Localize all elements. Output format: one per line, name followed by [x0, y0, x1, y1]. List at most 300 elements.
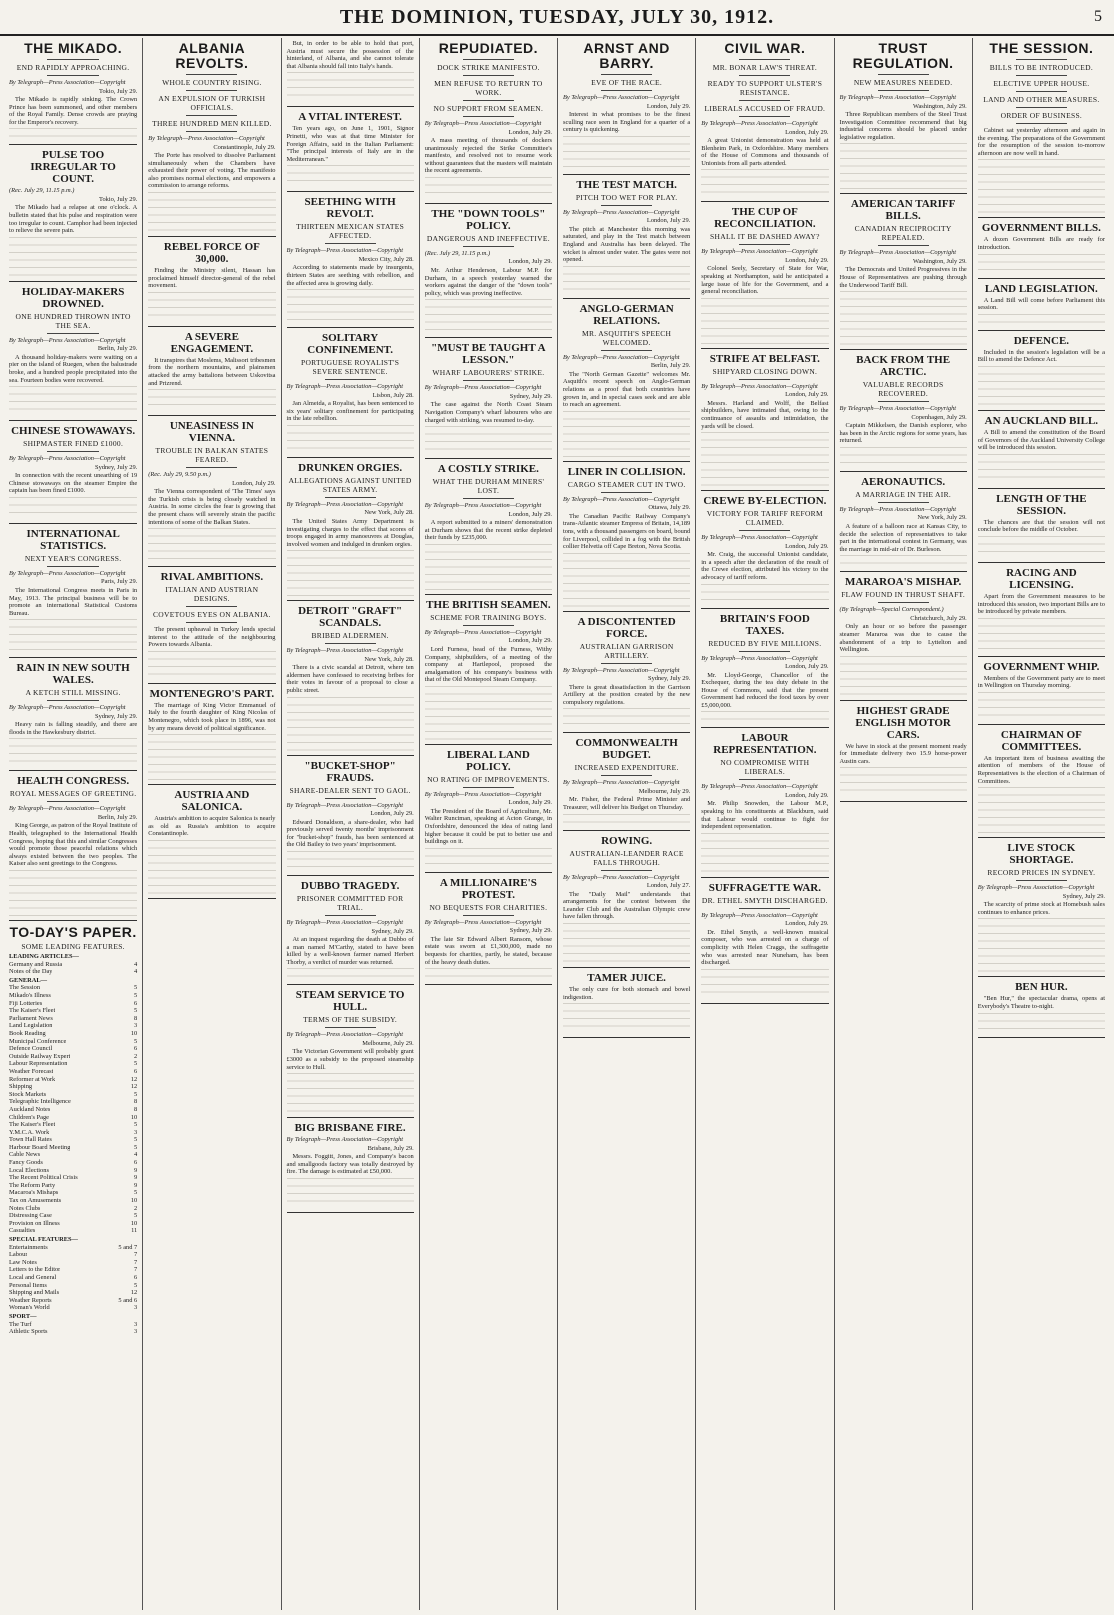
article-subheading: LIBERALS ACCUSED OF FRAUD.: [704, 104, 826, 113]
article-byline: By Telegraph—Press Association—Copyright: [9, 79, 126, 86]
contents-item-label: Cable News: [9, 1151, 41, 1159]
contents-item-page: 3: [134, 1022, 138, 1030]
article-divider: [563, 732, 690, 733]
article-dateline: Washington, July 29.: [912, 257, 967, 265]
article-text-continuation: [425, 299, 552, 333]
contents-item: [9, 992, 137, 1000]
article: [148, 241, 275, 327]
contents-item-page: 12: [130, 1289, 138, 1297]
article-divider: [287, 106, 414, 107]
article-divider: [701, 348, 828, 349]
article-headline: LIBERAL LAND POLICY.: [446, 748, 530, 773]
subheading-rule: [325, 497, 376, 498]
article-headline: LINER IN COLLISION.: [567, 465, 686, 478]
article-dateline: London, July 29.: [508, 510, 552, 518]
article-headline: THE CUP OF RECONCILIATION.: [714, 206, 816, 231]
subheading-rule: [463, 380, 514, 381]
article-divider: [425, 458, 552, 459]
article-dateline: London, July 29.: [508, 799, 552, 807]
contents-item-page: 3: [134, 1328, 138, 1336]
article-dateline: Brisbane, July 29.: [367, 1144, 414, 1152]
article-body: King George, as patron of the Royal Institute of Health, telegraphed to the International Health Congress, hoping that this and similar Congresses would promote those peaceful relations which always existed between the two peoples. The Kaiser also sent greetings to the Congress.: [9, 822, 138, 868]
article-headline: TAMER JUICE.: [587, 972, 666, 985]
contents-item-page: 10: [130, 1219, 138, 1227]
article-dateline: Tokio, July 29.: [98, 87, 138, 95]
article: [425, 877, 552, 985]
article-body: Interest in what promises to be the finest sculling race seen in England for a quarter of a century is quickening.: [563, 111, 691, 134]
article-subheading: AUSTRALIAN GARRISON ARTILLERY.: [579, 641, 674, 660]
article-byline: By Telegraph—Press Association—Copyright: [701, 120, 818, 127]
article-subheading: MR. ASQUITH'S SPEECH WELCOMED.: [582, 328, 672, 347]
article: [148, 688, 275, 785]
article-dateline: New York, July 28.: [364, 655, 414, 663]
contents-item: [9, 1083, 137, 1091]
contents-item-label: Macaroa's Mishaps: [9, 1189, 59, 1197]
article-body: Captain Mikkelsen, the Danish explorer, who has been in the Arctic regions for some years, has returned.: [839, 422, 967, 445]
subheading-rule: [186, 131, 237, 132]
article-text-continuation: [148, 734, 275, 780]
article-headline: THE "DOWN TOOLS" POLICY.: [431, 207, 546, 232]
article-subheading: VALUABLE RECORDS RECOVERED.: [862, 380, 944, 399]
contents-item: [9, 1251, 137, 1259]
article-divider: [287, 875, 414, 876]
contents-item: [9, 1121, 137, 1129]
article: [563, 303, 690, 462]
contents-item-page: 4: [134, 960, 138, 968]
article-headline: A COSTLY STRIKE.: [437, 463, 539, 476]
article-byline: By Telegraph—Press Association—Copyright: [9, 805, 126, 813]
contents-group-title: SPECIAL FEATURES—: [9, 1236, 78, 1243]
article-byline: By Telegraph—Press Association—Copyright: [9, 704, 126, 712]
contents-item-page: 5: [134, 1136, 138, 1144]
contents-item: [9, 968, 137, 976]
contents-item: [9, 1321, 137, 1329]
contents-item-page: 7: [134, 1251, 138, 1259]
article: [840, 576, 967, 700]
article-body: Messrs. Foggitt, Jones, and Company's bacon and smallgoods factory was totally destroyed by fire. The damage is estimated at £50,000.: [286, 1153, 414, 1176]
article-headline: A VITAL INTEREST.: [298, 111, 402, 124]
article-byline: By Telegraph—Press Association—Copyright: [701, 248, 818, 256]
article-headline: THE MIKADO.: [24, 40, 123, 56]
article-headline: CIVIL WAR.: [724, 40, 806, 56]
article-byline: By Telegraph—Press Association—Copyright: [701, 654, 818, 662]
article-subheading: MEN REFUSE TO RETURN TO WORK.: [434, 79, 543, 97]
contents-item: [9, 1136, 137, 1144]
column-3: [281, 38, 419, 1610]
article-headline: DUBBO TRAGEDY.: [300, 880, 400, 893]
contents-item-page: 9: [134, 1174, 138, 1182]
contents-item-label: Defence Council: [9, 1045, 53, 1053]
article-divider: [425, 744, 552, 745]
contents-item: [9, 961, 137, 969]
article-text-continuation: [425, 686, 552, 740]
article-subheading: WHARF LABOURERS' STRIKE.: [432, 368, 545, 378]
contents-item: [9, 1197, 137, 1205]
article-byline: By Telegraph—Press Association—Copyright: [424, 628, 542, 636]
article: [701, 353, 828, 491]
contents-item: [9, 1000, 137, 1008]
article-text-continuation: [978, 314, 1105, 326]
article-body: The chances are that the session will not conclude before the middle of October.: [977, 518, 1105, 534]
article-text-continuation: [148, 528, 275, 562]
contents-item-label: Provision on Illness: [9, 1219, 60, 1227]
article-divider: [148, 415, 275, 416]
article-text-continuation: [978, 618, 1105, 652]
article-dateline: Paris, July 29.: [101, 578, 138, 586]
article-text-continuation: [563, 708, 690, 728]
contents-item: [9, 1038, 137, 1046]
article-text-continuation: [148, 192, 275, 232]
article-headline: LIVE STOCK SHORTAGE.: [1007, 842, 1076, 867]
article-subheading: ALLEGATIONS AGAINST UNITED STATES ARMY.: [288, 475, 412, 494]
article-divider: [148, 898, 275, 899]
article-subheading: CANADIAN RECIPROCITY REPEALED.: [854, 224, 952, 243]
subheading-rule: [325, 643, 376, 644]
article-text-continuation: [9, 738, 137, 766]
contents-item-label: Shipping and Mails: [9, 1289, 60, 1297]
article-subheading: REDUCED BY FIVE MILLIONS.: [708, 638, 822, 648]
article: [287, 111, 414, 192]
article-divider: [978, 562, 1105, 563]
article-body: The Mikado had a relapse at one o'clock. A bulletin stated that his pulse and respiration were too irregular to count. Camphor had been injected to relieve the severe pain.: [9, 204, 138, 235]
article-headline: COMMONWEALTH BUDGET.: [575, 737, 678, 762]
article: [563, 616, 690, 734]
article-divider: [287, 1117, 414, 1118]
article-headline: AERONAUTICS.: [861, 475, 946, 488]
article-dateline: Melbourne, July 29.: [362, 1039, 414, 1047]
contents-item-page: 11: [131, 1227, 138, 1235]
subheading-rule: [186, 606, 237, 607]
article-dateline: London, July 29.: [785, 128, 829, 136]
article-dateline: Mexico City, July 28.: [358, 255, 414, 263]
article-text-continuation: [9, 870, 137, 916]
contents-box: [9, 925, 137, 1336]
article-byline: By Telegraph—Press Association—Copyright: [563, 495, 680, 503]
article-text-continuation: [840, 291, 967, 345]
article-body: The pitch at Manchester this morning was saturated, and play in the Test match between England and Australia has been delayed. The wicket is almost under water. The gates were not opened.: [563, 225, 691, 264]
article-dateline: London, July 29.: [785, 256, 829, 264]
contents-item-label: The Turf: [9, 1320, 32, 1328]
article-text-continuation: [701, 432, 828, 486]
contents-item-label: Telegraphic Intelligence: [9, 1098, 71, 1106]
article-body: Finding the Ministry silent, Hassan has proclaimed himself director-general of the rebel movement.: [148, 266, 276, 290]
contents-item-label: Land Legislation: [9, 1022, 53, 1030]
article-divider: [287, 984, 414, 985]
article-subheading: END RAPIDLY APPROACHING.: [16, 63, 130, 72]
article-divider: [701, 877, 828, 878]
article-body: Mr. Philip Snowden, the Labour M.P., speaking to his constituents at Blackburn, said that Labour would continue to fight for independent representation.: [701, 800, 829, 831]
subheading-rule: [463, 116, 514, 117]
article-headline: GOVERNMENT BILLS.: [981, 222, 1101, 235]
article: [148, 41, 275, 237]
article-subheading: SHIPYARD CLOSING DOWN.: [712, 366, 818, 376]
article: [840, 476, 967, 572]
article-byline: By Telegraph—Press Association—Copyright: [563, 353, 680, 361]
article-headline: INTERNATIONAL STATISTICS.: [26, 527, 120, 552]
article-divider: [978, 488, 1105, 489]
contents-item-label: Children's Page: [9, 1113, 50, 1121]
article-dateline: Constantinople, July 29.: [213, 143, 276, 151]
subheading-rule: [1016, 107, 1067, 108]
article-body: The United States Army Department is investigating charges to the effect that scores of troops engaged in army manoeuvres at Douglas, involved women and indulged in drunken orgies.: [286, 517, 414, 548]
contents-item-page: 5: [134, 1121, 138, 1129]
article-byline: By Telegraph—Press Association—Copyright: [563, 873, 680, 881]
article: [978, 661, 1105, 725]
article-subheading: PORTUGUESE ROYALIST'S SEVERE SENTENCE.: [300, 358, 400, 377]
article-byline: By Telegraph—Press Association—Copyright: [424, 918, 542, 926]
article-text-continuation: [9, 497, 137, 519]
article-headline: THE TEST MATCH.: [576, 178, 677, 191]
article-text-continuation: [978, 536, 1105, 558]
article-text-continuation: [425, 968, 552, 980]
article-body: But, in order to be able to hold that port, Austria must secure the possession of the hinterland, of Albania, and she cannot tolerate that Albania should fall into Italy's hands.: [286, 40, 414, 70]
article-body: Heavy rain is falling steadily, and there are floods in the Hawkesbury district.: [9, 721, 138, 736]
article-text-continuation: [287, 1178, 414, 1208]
article-text-continuation: [287, 289, 414, 323]
article-dateline: Copenhagen, July 29.: [911, 413, 967, 421]
article-text-continuation: [148, 389, 275, 411]
article-divider: [425, 594, 552, 595]
article-text-continuation: [978, 254, 1105, 274]
contents-item: [9, 1060, 137, 1068]
article-subheading: SHARE-DEALER SENT TO GAOL.: [289, 785, 411, 795]
article: [287, 1122, 414, 1213]
article: [425, 342, 552, 459]
article-headline: AN AUCKLAND BILL.: [984, 414, 1099, 427]
article-body: The present upheaval in Turkey lends special interest to the attitude of the neighbouring Powers towards Albania.: [148, 626, 276, 649]
article-body: Austria's ambition to acquire Salonica is nearly as old as Russia's ambition to acquire Constantinople.: [148, 815, 276, 838]
contents-item-page: 3: [134, 1304, 138, 1312]
contents-item-label: Town Hall Rates: [9, 1136, 52, 1144]
contents-item: [9, 1007, 137, 1015]
contents-item-page: 6: [134, 1159, 138, 1167]
article-text-continuation: [978, 454, 1105, 484]
contents-item-label: Weather Reports: [9, 1296, 52, 1304]
article-body: A Land Bill will come before Parliament this session.: [977, 296, 1105, 312]
article-divider: [287, 600, 414, 601]
article-divider: [563, 461, 690, 462]
contents-item-page: 10: [130, 1029, 138, 1037]
contents-item: [9, 984, 137, 992]
article-divider: [563, 174, 690, 175]
column-5: [557, 38, 695, 1610]
article-subheading: NO RATING OF IMPROVEMENTS.: [427, 774, 550, 784]
article-dateline: New York, July 29.: [917, 514, 967, 522]
article-headline: A DISCONTENTED FORCE.: [577, 615, 676, 640]
contents-title: TO-DAY'S PAPER.: [9, 924, 137, 941]
subheading-rule: [47, 333, 98, 334]
contents-item-label: Woman's World: [9, 1304, 50, 1312]
article-dateline: Ottawa, July 29.: [648, 504, 691, 512]
article-text-continuation: [840, 767, 967, 797]
contents-item-label: Weather Forecast: [9, 1067, 54, 1075]
article-dateline: Sydney, July 29.: [509, 927, 552, 935]
subheading-rule: [739, 116, 790, 117]
subheading-rule: [878, 90, 929, 91]
article-divider: [978, 976, 1105, 977]
article-subheading: AUSTRALIAN-LEANDER RACE FALLS THROUGH.: [569, 848, 684, 867]
article: [978, 41, 1105, 218]
article-text-continuation: [978, 1013, 1105, 1033]
article-byline: (By Telegraph—Special Correspondent.): [839, 606, 944, 614]
article-dateline: Tokio, July 29.: [98, 195, 138, 203]
article-byline: By Telegraph—Press Association—Copyright: [286, 383, 404, 391]
article-subheading: SHIPMASTER FINED £1000.: [23, 439, 124, 449]
subheading-rule: [325, 915, 376, 916]
article-byline: By Telegraph—Press Association—Copyright: [563, 666, 680, 674]
contents-item-label: Notes of the Day: [9, 968, 53, 976]
subheading-rule: [878, 401, 929, 402]
article-byline: By Telegraph—Press Association—Copyright: [839, 249, 957, 257]
article: [425, 463, 552, 595]
article-divider: [978, 410, 1105, 411]
article-dateline: Sydney, July 29.: [95, 712, 138, 720]
subheading-rule: [463, 100, 514, 101]
contents-item-page: 8: [134, 1014, 138, 1022]
article-byline: By Telegraph—Press Association—Copyright: [424, 120, 542, 127]
contents-item-page: 10: [130, 1113, 138, 1121]
subheading-rule: [878, 602, 929, 603]
article-headline: THE BRITISH SEAMEN.: [426, 598, 551, 611]
article-body: "Ben Hur," the spectacular drama, opens at Everybody's Theatre to-night.: [977, 995, 1105, 1011]
article-divider: [9, 281, 137, 282]
contents-item-label: Labour Representation: [9, 1060, 68, 1068]
article-divider: [978, 724, 1105, 725]
article: [287, 462, 414, 601]
subheading-rule: [463, 787, 514, 788]
article-subheading: NO COMPROMISE WITH LIBERALS.: [720, 758, 810, 777]
article-text-continuation: [287, 550, 414, 596]
article-body: The only cure for both stomach and bowel indigestion.: [563, 986, 691, 1001]
contents-item-page: 5: [134, 984, 138, 992]
article-body: Ten years ago, on June 1, 1901, Signor Prinetti, who was at that time Minister for Foreign Affairs, said in the Italian Parliament: "The principal interests of Italy are in the Mediterranean.": [286, 125, 414, 163]
article-text-continuation: [287, 697, 414, 751]
article-dateline: London, July 29.: [508, 128, 552, 136]
contents-item-page: 5: [134, 1143, 138, 1151]
contents-item: [9, 1259, 137, 1267]
article-dateline: London, July 29.: [785, 663, 829, 670]
article-subheading: LAND AND OTHER MEASURES.: [983, 95, 1100, 104]
contents-item: [9, 1045, 137, 1053]
article-subheading: A MARRIAGE IN THE AIR.: [855, 489, 952, 499]
article-dateline: London, July 27.: [646, 882, 691, 890]
contents-item-label: Labour: [9, 1251, 28, 1259]
contents-item-page: 6: [134, 1273, 138, 1281]
subheading-rule: [47, 801, 98, 802]
article: [563, 466, 690, 612]
subheading-rule: [1016, 91, 1067, 92]
article-headline: UNEASINESS IN VIENNA.: [169, 420, 254, 445]
article-text-continuation: [978, 366, 1105, 406]
contents-group-title: LEADING ARTICLES—: [9, 953, 79, 961]
article-byline: By Telegraph—Press Association—Copyright: [701, 534, 818, 542]
contents-item-label: Parliament News: [9, 1014, 53, 1022]
contents-item-page: 2: [134, 1204, 138, 1212]
article-text-continuation: [425, 544, 552, 590]
article-text-continuation: [563, 1003, 690, 1033]
article-body: The late Sir Edward Albert Ransom, whose estate was sworn at £1,300,000, made no bequests for charities, partly, he stated, because of the heavy death duties.: [424, 935, 552, 966]
article-subheading: RECORD PRICES IN SYDNEY.: [987, 868, 1096, 878]
article-subheading: NO SUPPORT FROM SEAMEN.: [433, 104, 544, 113]
article-headline: ARNST AND BARRY.: [583, 40, 670, 71]
article-body: The Mikado is rapidly sinking. The Crown Prince has been summoned, and other members of the Royal Family. Dense crowds are praying for the Emperor's recovery.: [9, 96, 138, 126]
article-divider: [148, 566, 275, 567]
subheading-rule: [1016, 75, 1067, 76]
article-dateline: New York, July 28.: [364, 509, 414, 517]
contents-item-page: 2: [134, 1052, 138, 1060]
article: [978, 981, 1105, 1037]
contents-item-label: Book Reading: [9, 1029, 46, 1037]
article-text-continuation: [701, 169, 828, 197]
contents-group-title: GENERAL—: [9, 976, 47, 984]
article-text-continuation: [563, 923, 690, 963]
article-headline: MARAROA'S MISHAP.: [844, 576, 962, 589]
article-headline: AMERICAN TARIFF BILLS.: [850, 198, 956, 223]
article-subheading: ORDER OF BUSINESS.: [1000, 111, 1083, 120]
contents-item-page: 7: [134, 1258, 138, 1266]
article-text-continuation: [148, 840, 275, 894]
article-text-continuation: [9, 619, 137, 653]
article-body: Included in the session's legislation will be a Bill to amend the Defence Act.: [977, 348, 1105, 364]
article-text-continuation: [9, 237, 137, 277]
article-divider: [701, 490, 828, 491]
article-dateline: London, July 29.: [508, 258, 552, 266]
contents-item-label: Outside Railway Expert: [9, 1052, 71, 1060]
article-byline: By Telegraph—Press Association—Copyright: [9, 336, 126, 344]
article-divider: [287, 1212, 414, 1213]
article-byline: By Telegraph—Press Association—Copyright: [839, 505, 957, 513]
article-body: The marriage of King Victor Emmanuel of Italy to the fourth daughter of King Nicolas of Montenegro, which took place in 1896, was not by any means devoid of political significance.: [148, 701, 276, 732]
article-subheading: ITALIAN AND AUSTRIAN DESIGNS.: [165, 585, 259, 604]
subheading-rule: [601, 90, 652, 91]
article-headline: DRUNKEN ORGIES.: [298, 461, 403, 474]
article-subheading: MR. BONAR LAW'S THREAT.: [712, 63, 817, 72]
article-dateline: London, July 29.: [646, 217, 691, 225]
article-divider: [563, 830, 690, 831]
contents-item-page: 5: [134, 1060, 138, 1068]
article: [701, 206, 828, 348]
article-text-continuation: [287, 72, 414, 102]
contents-item-page: 5: [134, 1037, 138, 1045]
contents-item-page: 3: [134, 1128, 138, 1136]
article-headline: BRITAIN'S FOOD TAXES.: [719, 612, 810, 637]
article-subheading: PRISONER COMMITTED FOR TRIAL.: [296, 894, 404, 913]
article-dateline: London, July 29.: [232, 479, 276, 487]
article-headline: STRIFE AT BELFAST.: [709, 352, 820, 365]
article-byline: By Telegraph—Press Association—Copyright: [286, 801, 404, 809]
article-subheading: ONE HUNDRED THROWN INTO THE SEA.: [15, 311, 131, 330]
subheading-rule: [601, 870, 652, 871]
contents-item-page: 5 and 6: [118, 1296, 138, 1304]
article-headline: RAIN IN NEW SOUTH WALES.: [16, 662, 130, 687]
article-body: The Victorian Government will probably grant £3000 as a subsidy to the proposed steamship service to Hull.: [286, 1048, 414, 1071]
article-subheading: SCHEME FOR TRAINING BOYS.: [430, 612, 547, 622]
article-subheading: BILLS TO BE INTRODUCED.: [989, 63, 1094, 72]
article-body: A feature of a balloon race at Kansas City, to decide the selection of representatives to take part in the international contest in Germany, was the marriage in mid-air of Dr. Burleson.: [839, 522, 967, 553]
subheading-rule: [463, 915, 514, 916]
article-text-continuation: [978, 918, 1105, 972]
article-divider: [840, 801, 967, 802]
article: [287, 760, 414, 876]
page-number: 5: [1094, 8, 1102, 25]
contents-item: [9, 1266, 137, 1274]
article-byline: By Telegraph—Press Association—Copyright: [286, 500, 404, 508]
article-headline: ROWING.: [601, 834, 653, 847]
article-byline: By Telegraph—Press Association—Copyright: [563, 779, 680, 787]
article: [840, 354, 967, 472]
contents-item: [9, 1220, 137, 1228]
contents-item-label: The Session: [9, 984, 41, 992]
